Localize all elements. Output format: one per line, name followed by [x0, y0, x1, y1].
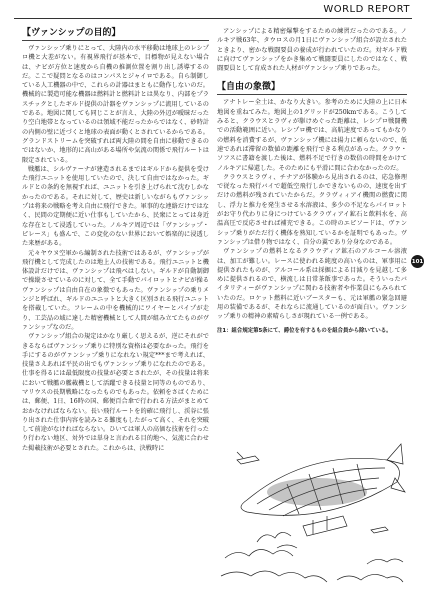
paragraph: ヴァンシップの燃料となるクラウディア鉱石のアルコール溶液は、加工が難しい。レースに使われる純度の高いものは、軍事用に提供されたものが、アルコール系は採掘による目減りを見越して多めに提供されるので、横流しは日常茶飯事であった。そういったバイタリティーがヴァンシップに関わる技術者や作業員にもみられていたのだ。ロケット燃料に近いブースターも、元は軍艦の緊急回避用の装備であるが、それならに流通しているのが面白い。ヴァンシップ乗りの精神の素晴らしさが現れている一例である。: [217, 248, 407, 321]
paragraph: アンシップによる精密爆撃をするための練習だったのである。ノルキア戦63年、タウロスの月1日にヴァンシップ組合が設立されたときより、密かな戦闘要員の養成が行われていたのだ。対ギルド戦に向けてヴァンシップをかき集めて戦闘要員にしたのではなく、戦闘要員として育成された人材がヴァンシップ乗りであった。: [217, 28, 407, 73]
right-column: [217, 27, 407, 335]
section-heading-freedom: 【自由の象徴】: [217, 81, 407, 95]
footnote: 注1：組合規定第5条にて、爵位を有するものを組合員から除いている。: [217, 327, 392, 334]
paragraph: クラウスとラヴィ、チナアが体験から見出されるのは、応急修理で従なった飛行バイで超低空飛行しかできないものの、速度を出すだけの燃料が残されていたからだ。クラヴィィアイ機関の燃費に関し、浮力と推力を発生させる水溶液は、多少の不足ならパイロットがお守り代わりに身につけているクラヴィアイ鉱石と飲料水を、高温高圧で反応させれば補充できる。この時のエピソードは、ヴァンシップ乗りがただ行く機体を熟知しているかを証明でもあった。ヴァンシップは借り物ではなく、自分の翼であり分身なのである。: [217, 173, 407, 246]
left-column: [22, 27, 209, 453]
header-title: WORLD REPORT: [319, 4, 410, 15]
page-number-badge: 101: [411, 255, 424, 268]
airship-drawing: [217, 430, 407, 588]
paragraph: 元々ヤウヌ空軍から編制された技術ではあるが、ヴァンシップが飛行機として完成したのは地上人の技術である。飛行ユニットと機体設計だけでは、ヴァンシップは飛べはしない。ギルドが自動制御で操縦させているのに対して、全て手動でパイロットとナビが操るヴァンシップは自由自在の象徴でもあった。ヴァンシップの乗りメンジと呼ばれ、ギルドのユニットと大きく区別される飛行ユニットを搭載していた。フレームの中を機械的にワイヤーとパイプが走り、工芸品の域に達した精密機械として人間が組み立てたものがヴァンシップなのだ。: [22, 249, 209, 331]
header-rule: [14, 18, 412, 19]
page-header: [0, 0, 426, 24]
section-heading-purpose: 【ヴァンシップの目的】: [22, 27, 209, 41]
paragraph: アナトレー全土は、かなり大きい。参考のために大陸の上に日本地図を重ねてみた。地図上の1グリッドが250kmである。こうしてみると、クラウスとラヴィが駆けめぐった距離は、レシプロ戦闘機での活動範囲に近い。レシプロ機では、高航速度であってもかなりの燃料を消費するが、ヴァンシップ機には揚力に頼らないので、低速であれば滞留の数値の距離を飛行できる利点があった。クラウ・ソフスに書籍を渡した後は、燃料不足で行きの数倍の時間をかけてノルキアに帰還した。そのためにも平滑に間に合わなかったのだ。: [217, 99, 407, 172]
paragraph: ヴァンシップ乗りにとって、大陸内の水平移動は地球上のレシプロ機と大差がない。有視界飛行が基本で、目標物が見えない場合は、ナビが方位と速度から自機の推測位置を割り出し誘導するのだ。ここで疑問となるのはコンパスとジャイロである。自ら制御している人工機器の中で、これらの計器はまともに動作しないのだ。機械的に製造可能な機器は燃料計と燃料計とは異なり、内部をプラスチックとしたギルド提供の計器をヴァンシップに流用しているのである。地図に関しても同じことが言え、大陸の外辺が曖昧だったり空白地帯となっているのは領域不能だったからではなく、砂時計の内側の壁に近づくと地球の表面が動くとされているからである。グランドストリームを突破すれば両大陸の間を自由に移動できるのではないか、地形的に高山がある場所や気流の関係で飛行ルートは限定されている。: [22, 45, 209, 164]
zeppelin-ship-illustration: [217, 430, 407, 588]
paragraph: ヴァンシップ組合の規定はかなり厳しく思えるが、逆にそれができるならばヴァンシップ乗りに特別な資格は必要なかった。飛行を手にするのがヴァンシップ乗りになれない規定***まで考えれば、技量さえあれば平民の出でもヴァンシップ乗りになれたのである。仕事を得るには最低限度の技量が必要とされたが、その技量は将来において戦艦の艦載機として活躍できる技量と同等のものであり、マリウスの長期戦略になったものでもあった。依頼をさばくためには、郵便、1日、16時の国、郵便百合傘で行われる方法がまとめておかなければならない。長い飛行ルートを的確に飛行し、渓谷に張り出された仕事内容を読みとる難度もしたがって高く、それを突破して前途がなければならない。ひいては軍人の高価な技術を行ったり行わない地区、対外では単身と言われる目的地へ、気流に合わせた掲載技術が必要とされた。これからは、決戦時に: [22, 333, 209, 452]
paragraph: 戦艦は、シルヴァーナが建造されるまではギルドから提供を受けた飛行ユニットを使用していたので、決して自由ではなかった。ギルドとの条約を無視すれば、ユニットを引き上げられて沈むしかなかったのである。それに対して、歴史は新しいながらもヴァンシップは将来の戦略を考え自由に飛行できた。軍事的な連絡だけではなく、民間の定期便に近い仕事もしていたから、民衆にとっては身近な存在として浸透していった。ノルキア周辺では「ヴァンシップ・ピレース」も盛んで、この変化のない世界において娯楽的に浸透した来歴がある。: [22, 165, 209, 248]
